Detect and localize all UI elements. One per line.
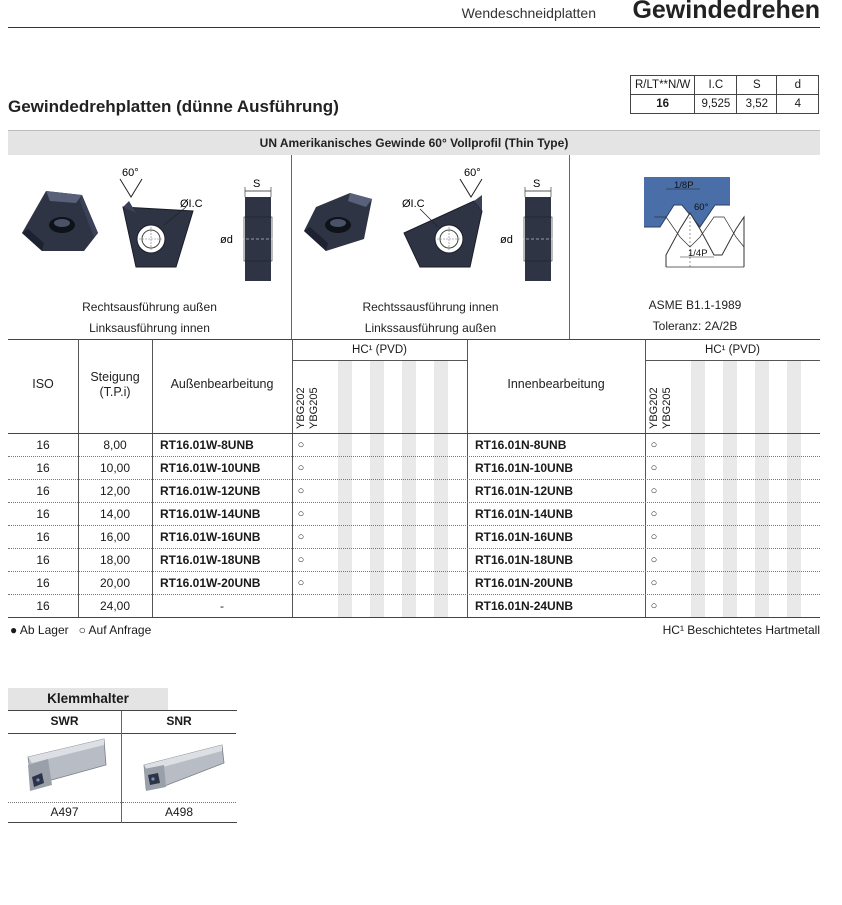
swr-holder-icon [8, 735, 122, 801]
thread-profile-drawing [570, 155, 820, 295]
pitch-cell: 10,00 [99, 461, 131, 475]
int-code-cell: RT16.01N-16UNB [475, 530, 574, 544]
thread-profile-panel [570, 155, 820, 340]
spec-value-row [631, 95, 819, 114]
page-header [8, 0, 820, 28]
ext-code-cell: RT16.01W-12UNB [160, 484, 261, 498]
holder-name-rule [122, 733, 236, 734]
grade-label: YBG205 [308, 387, 320, 429]
holders-table [8, 710, 237, 823]
pitch-cell: 8,00 [103, 438, 127, 452]
ext-availability-mark: ○ [297, 508, 305, 520]
iso-cell: 16 [36, 461, 50, 475]
ext-availability-mark: ○ [297, 531, 305, 543]
int-availability-mark: ○ [650, 462, 658, 474]
table-row [8, 595, 820, 618]
ext-code-cell: RT16.01W-14UNB [160, 507, 261, 521]
grade-label: YBG202 [648, 387, 660, 429]
insert-photo-icon [304, 193, 372, 251]
tolerance-caption: Toleranz: 2A/2B [652, 319, 738, 333]
int-availability-mark: ○ [650, 531, 658, 543]
table-row [8, 434, 820, 457]
hc-header-rule [292, 360, 467, 361]
int-code-cell: RT16.01N-18UNB [475, 553, 574, 567]
table-top-rule [8, 339, 820, 340]
iso-cell: 16 [36, 530, 50, 544]
ext-availability-mark: ○ [297, 439, 305, 451]
header-subtitle: Wendeschneidplatten [461, 5, 596, 21]
col-iso-header: ISO [32, 377, 54, 391]
iso-cell: 16 [36, 484, 50, 498]
external-insert-panel [8, 155, 292, 340]
section-title: Gewindedrehplatten (dünne Ausführung) [8, 97, 339, 116]
ext-availability-mark: ○ [297, 485, 305, 497]
spec-table [630, 75, 819, 114]
spec-value-cell: 4 [777, 95, 819, 114]
pitch-cell: 12,00 [99, 484, 131, 498]
spec-header-row [631, 76, 819, 95]
ext-code-cell: RT16.01W-10UNB [160, 461, 261, 475]
holder-page-ref[interactable]: A497 [50, 805, 79, 819]
holder-snr[interactable] [122, 711, 236, 823]
pitch-cell: 24,00 [99, 599, 131, 613]
spec-value-cell: 9,525 [695, 95, 737, 114]
ic-label: ØI.C [180, 198, 203, 210]
thread-type-banner: UN Amerikanisches Gewinde 60° Vollprofil (Thin Type) [8, 130, 820, 155]
holder-ref-rule [122, 802, 236, 803]
header-title: Gewindedrehen [632, 0, 820, 24]
d-label: ød [500, 234, 513, 246]
hc-header-rule [645, 360, 820, 361]
ext-code-cell: RT16.01W-8UNB [160, 438, 254, 452]
standard-caption: ASME B1.1-1989 [648, 298, 742, 312]
pitch-eighth-label: 1/8P [674, 180, 694, 191]
internal-insert-panel [292, 155, 570, 340]
panel-caption: Rechtssausführung innen [362, 300, 499, 314]
col-pitch-header: Steigung (T.P.i) [90, 370, 140, 399]
table-row [8, 572, 820, 595]
ext-code-cell: RT16.01W-20UNB [160, 576, 261, 590]
ext-code-cell: - [220, 599, 224, 613]
table-row [8, 526, 820, 549]
holder-name: SWR [50, 714, 79, 728]
holder-ref-rule [8, 802, 121, 803]
pitch-cell: 16,00 [99, 530, 131, 544]
pitch-cell: 20,00 [99, 576, 131, 590]
insert-front-icon [123, 201, 193, 267]
iso-cell: 16 [36, 576, 50, 590]
col-int-header: Innenbearbeitung [507, 377, 605, 391]
grade-label: YBG205 [661, 387, 673, 429]
iso-cell: 16 [36, 507, 50, 521]
panel-caption: Linkssausführung außen [364, 321, 497, 335]
spec-header-cell: d [777, 76, 819, 95]
spec-header-cell: R/LT**N/W [631, 76, 695, 95]
table-row [8, 549, 820, 572]
int-availability-mark: ○ [650, 439, 658, 451]
coating-legend: HC¹ Beschichtetes Hartmetall [662, 623, 820, 637]
ext-availability-mark: ○ [297, 554, 305, 566]
stock-legend: ● Ab Lager ○ Auf Anfrage [10, 623, 152, 637]
d-label: ød [220, 234, 233, 246]
s-label: S [253, 178, 261, 190]
hc-coating-header: HC¹ (PVD) [352, 344, 407, 356]
int-code-cell: RT16.01N-10UNB [475, 461, 574, 475]
panel-caption: Rechtsausführung außen [82, 300, 217, 314]
iso-cell: 16 [36, 553, 50, 567]
int-availability-mark: ○ [650, 554, 658, 566]
int-code-cell: RT16.01N-24UNB [475, 599, 574, 613]
iso-cell: 16 [36, 599, 50, 613]
int-code-cell: RT16.01N-12UNB [475, 484, 574, 498]
panel-caption: Linksausführung innen [89, 321, 210, 335]
int-availability-mark: ○ [650, 485, 658, 497]
hc-coating-header: HC¹ (PVD) [705, 344, 760, 356]
table-row [8, 503, 820, 526]
snr-holder-icon [122, 735, 236, 801]
ext-availability-mark [294, 595, 308, 618]
insert-side-icon [241, 187, 278, 281]
ext-availability-mark: ○ [297, 577, 305, 589]
ext-code-cell: RT16.01W-16UNB [160, 530, 261, 544]
angle-label: 60° [464, 167, 481, 179]
iso-cell: 16 [36, 438, 50, 452]
pitch-cell: 18,00 [99, 553, 131, 567]
ext-code-cell: RT16.01W-18UNB [160, 553, 261, 567]
table-row [8, 457, 820, 480]
angle-label: 60° [694, 202, 709, 213]
holder-page-ref[interactable]: A498 [164, 805, 194, 819]
int-availability-mark: ○ [650, 577, 658, 589]
int-availability-mark: ○ [650, 508, 658, 520]
col-ext-header: Außenbearbeitung [170, 377, 274, 391]
int-code-cell: RT16.01N-20UNB [475, 576, 574, 590]
int-code-cell: RT16.01N-14UNB [475, 507, 574, 521]
internal-insert-drawing [292, 155, 570, 295]
spec-value-cell: 3,52 [737, 95, 777, 114]
ext-availability-mark: ○ [297, 462, 305, 474]
grade-label: YBG202 [295, 387, 307, 429]
spec-header-cell: S [737, 76, 777, 95]
int-availability-mark: ○ [650, 600, 658, 612]
int-code-cell: RT16.01N-8UNB [475, 438, 567, 452]
insert-photo-icon [22, 191, 98, 251]
s-label: S [533, 178, 541, 190]
external-insert-drawing [8, 155, 292, 295]
pitch-cell: 14,00 [99, 507, 131, 521]
table-row [8, 480, 820, 503]
holder-swr[interactable] [8, 711, 122, 823]
holders-title: Klemmhalter [8, 688, 168, 710]
angle-label: 60° [122, 167, 139, 179]
pitch-quarter-label: 1/4P [688, 248, 708, 259]
spec-header-cell: I.C [695, 76, 737, 95]
holder-name: SNR [166, 714, 192, 728]
holder-name-rule [8, 733, 121, 734]
spec-value-cell: 16 [631, 95, 695, 114]
insert-side-icon [521, 187, 558, 281]
ic-label: ØI.C [402, 198, 425, 210]
